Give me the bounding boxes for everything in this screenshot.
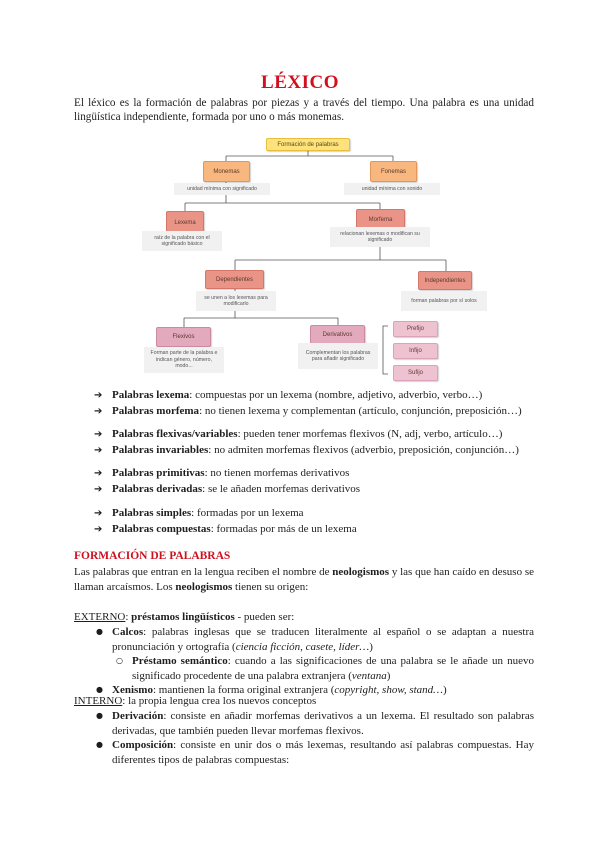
- arrow-icon: ➔: [94, 523, 103, 535]
- diagram-connectors: [0, 0, 600, 400]
- section-title: FORMACIÓN DE PALABRAS: [74, 550, 231, 562]
- desc-monemas: unidad mínima con significado: [174, 183, 270, 195]
- bullet-icon: ●: [96, 627, 103, 636]
- word-types-list-1: [94, 388, 554, 419]
- node-prefijo: Prefijo: [393, 321, 438, 337]
- list-item: ➔ Palabras morfema: no tienen lexema y complementan (artículo, conjunción, preposición…): [94, 404, 554, 420]
- arrow-icon: ➔: [94, 429, 103, 440]
- arrow-icon: ➔: [94, 483, 103, 495]
- desc-morfema: relacionan lexemas o modifican su significado: [330, 227, 430, 247]
- desc-dependientes: se unen a los lexemas para modificarlo: [196, 291, 276, 311]
- node-lexema: Lexema: [166, 211, 204, 234]
- neologismos-paragraph: Las palabras que entran en la lengua reciben el nombre de neologismos y las que han caído en desuso se llaman arcaísmos. Los neologismos tienen su origen:: [74, 566, 535, 593]
- word-types-list-2: [94, 427, 554, 458]
- externo-list: [94, 625, 534, 698]
- desc-derivativos: Complementan los palabras para añadir significado: [298, 343, 378, 369]
- list-item: ➔ Palabras derivadas: se le añaden morfemas derivativos: [94, 482, 554, 498]
- desc-fonemas: unidad mínima con sonido: [344, 183, 440, 195]
- node-fonemas: Fonemas: [370, 161, 417, 182]
- node-morfema: Morfema: [356, 209, 405, 231]
- word-types-list-3: [94, 466, 554, 497]
- list-item: ➔ Palabras primitivas: no tienen morfemas derivativos: [94, 466, 554, 482]
- word-types-list-4: [94, 506, 554, 537]
- interno-heading: INTERNO: la propia lengua crea los nuevos conceptos: [74, 695, 317, 707]
- bullet-icon: ●: [96, 685, 103, 694]
- list-item-derivacion: ● Derivación: consiste en añadir morfemas derivativos a un lexema. El resultado son palabras derivadas, que también pueden llevar morfemas flexivos.: [96, 710, 534, 737]
- node-infijo: Infijo: [393, 343, 438, 359]
- node-derivativos: Derivativos: [310, 325, 365, 345]
- node-independientes: Independientes: [418, 271, 472, 290]
- desc-independientes: forman palabras por sí solos: [401, 291, 487, 311]
- node-formacion-palabras: Formación de palabras: [266, 138, 350, 151]
- desc-flexivos: Forman parte de la palabra e indican género, número, modo...: [144, 347, 224, 373]
- arrow-icon: ➔: [94, 444, 103, 456]
- list-item: ➔ Palabras flexivas/variables: pueden tener morfemas flexivos (N, adj, verbo, artículo…): [94, 427, 554, 443]
- list-item: ➔ Palabras invariables: no admiten morfemas flexivos (adverbio, preposición, conjunción…): [94, 443, 554, 459]
- arrow-icon: ➔: [94, 390, 103, 401]
- list-item-prestamo-semantico: ○ Préstamo semántico: cuando a las significaciones de una palabra se le añade un nuevo significado procedente de una palabra extranjera (ventana): [116, 655, 534, 682]
- bullet-icon: ●: [96, 740, 103, 749]
- list-item: ➔ Palabras compuestas: formadas por más de un lexema: [94, 522, 554, 538]
- desc-lexema: raíz de la palabra con el significado básico: [142, 231, 222, 251]
- externo-heading: EXTERNO: préstamos lingüísticos - pueden ser:: [74, 611, 295, 623]
- list-item: ➔ Palabras simples: formadas por un lexema: [94, 506, 554, 522]
- list-item-composicion: ● Composición: consiste en unir dos o más lexemas, resultando así palabras compuestas. Hay diferentes tipos de palabras compuestas:: [96, 739, 534, 766]
- bullet-icon: ●: [96, 711, 103, 720]
- word-formation-diagram: [0, 0, 600, 400]
- page-title: LÉXICO: [261, 72, 339, 93]
- sub-bullet-icon: ○: [116, 656, 123, 665]
- node-dependientes: Dependientes: [205, 270, 264, 289]
- intro-paragraph: El léxico es la formación de palabras por piezas y a través del tiempo. Una palabra es una unidad lingüística independiente, formada por uno o más monemas.: [74, 97, 534, 123]
- list-item: ➔ Palabras lexema: compuestas por un lexema (nombre, adjetivo, adverbio, verbo…): [94, 388, 554, 404]
- list-item-xenismo: ● Xenismo: mantienen la forma original extranjera (copyright, show, stand…): [96, 684, 447, 696]
- node-monemas: Monemas: [203, 161, 250, 182]
- interno-list: [94, 709, 534, 767]
- arrow-icon: ➔: [94, 405, 103, 417]
- arrow-icon: ➔: [94, 468, 103, 479]
- node-flexivos: Flexivos: [156, 327, 211, 347]
- list-item-calcos: ● Calcos: palabras inglesas que se traducen literalmente al español o se adaptan a nuestra pronunciación y ortografía (ciencia ficción, casete, líder…): [96, 626, 534, 653]
- arrow-icon: ➔: [94, 508, 103, 519]
- node-sufijo: Sufijo: [393, 365, 438, 381]
